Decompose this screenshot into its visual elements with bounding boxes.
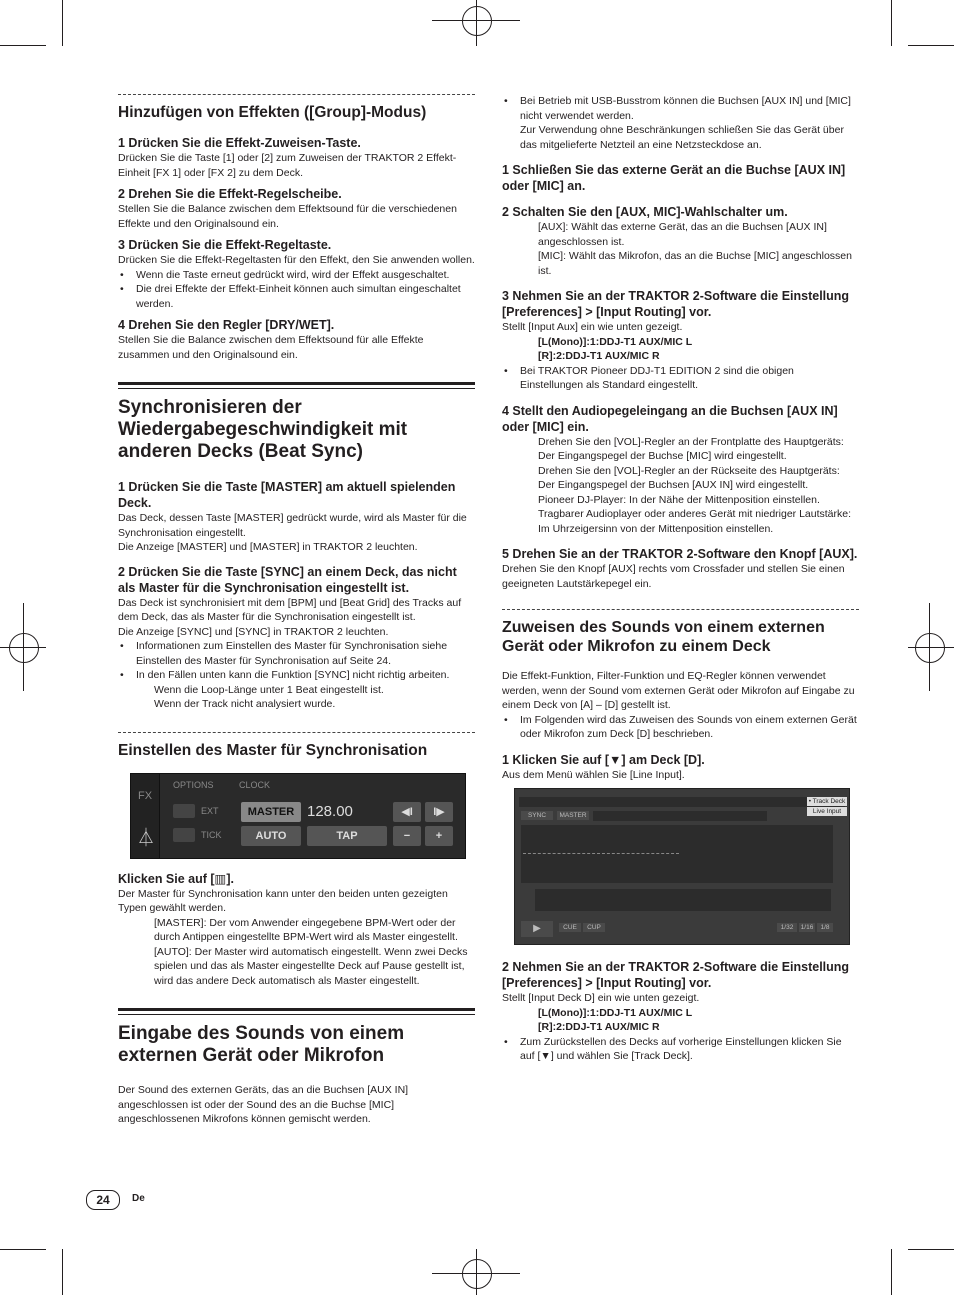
tick-toggle[interactable] <box>173 828 195 842</box>
step-heading: 1 Drücken Sie die Effekt-Zuweisen-Taste. <box>118 136 361 150</box>
crop-mark <box>891 1249 892 1295</box>
paragraph: Die Anzeige [MASTER] und [MASTER] in TRAKTOR 2 leuchten. <box>118 541 418 553</box>
indented-item: [R]:2:DDJ-T1 AUX/MIC R <box>538 1021 660 1033</box>
section-heading: Hinzufügen von Effekten ([Group]-Modus) <box>118 104 427 121</box>
step-heading: 1 Schließen Sie das externe Gerät an die Buchse [AUX IN] oder [MIC] an. <box>502 163 846 193</box>
step-heading: 5 Drehen Sie an der TRAKTOR 2-Software den Knopf [AUX]. <box>502 547 858 561</box>
section-heading: Einstellen des Master für Synchronisation <box>118 741 428 759</box>
auto-button[interactable]: AUTO <box>241 826 301 846</box>
play-icon[interactable]: ▶ <box>521 921 553 937</box>
ext-toggle[interactable] <box>173 804 195 818</box>
left-column <box>118 94 475 1127</box>
panel-sidebar <box>131 774 160 858</box>
paragraph: Zur Verwendung ohne Beschränkungen schließen Sie das Gerät über das mitgelieferte Netzteil an eine Netzsteckdose an. <box>520 124 844 151</box>
sync-button[interactable]: SYNC <box>521 811 553 820</box>
plus-button[interactable]: + <box>425 826 453 846</box>
bullet-item: • Im Folgenden wird das Zuweisen des Sounds von einem externen Gerät oder Mikrofon zum Deck [D] beschrieben. <box>502 713 859 742</box>
registration-mark <box>462 6 492 36</box>
menu-live-input[interactable]: Live Input <box>807 807 847 816</box>
step-heading: 2 Drehen Sie die Effekt-Regelscheibe. <box>118 187 342 201</box>
registration-mark <box>476 0 477 46</box>
stripe-area <box>535 889 831 911</box>
indented-item: Wenn die Loop-Länge unter 1 Beat eingestellt ist. <box>154 683 384 696</box>
paragraph: Aus dem Menü wählen Sie [Line Input]. <box>502 768 685 781</box>
paragraph: Stellt [Input Deck D] ein wie unten gezeigt. <box>502 992 700 1004</box>
paragraph: Drehen Sie den Knopf [AUX] rechts vom Crossfader und stellen Sie einen geeigneten Lautstärkepegel ein. <box>502 563 845 590</box>
paragraph: Stellt [Input Aux] ein wie unten gezeigt. <box>502 321 683 333</box>
indented-item: Drehen Sie den [VOL]-Regler an der Frontplatte des Hauptgeräts: Der Eingangspegel der Buchse [MIC] wird eingestellt. <box>538 435 844 462</box>
registration-mark <box>432 20 520 21</box>
crop-mark <box>62 1249 63 1295</box>
indented-item: Tragbarer Audioplayer oder anderes Gerät mit niedriger Lautstärke: Im Uhrzeigersinn von der Mittenposition einstellen. <box>538 508 852 535</box>
step-heading: 1 Klicken Sie auf [▼] am Deck [D]. <box>502 752 705 767</box>
tick-label: TICK <box>201 829 222 840</box>
ext-label: EXT <box>201 805 219 816</box>
indented-item: Pioneer DJ-Player: In der Nähe der Mittenposition einstellen. <box>538 493 820 506</box>
paragraph: Drücken Sie die Taste [1] oder [2] zum Zuweisen der TRAKTOR 2 Effekt-Einheit [FX 1] oder [FX 2] zu dem Deck. <box>118 152 457 179</box>
step-heading: 2 Drücken Sie die Taste [SYNC] an einem Deck, das nicht als Master für die Synchronisation eingestellt ist. <box>118 564 457 595</box>
right-column <box>502 94 859 1064</box>
registration-mark <box>462 1259 492 1289</box>
traktor-deck-screenshot <box>514 788 850 945</box>
chapter-heading: Synchronisieren der Wiedergabegeschwindigkeit mit anderen Decks (Beat Sync) <box>118 397 408 462</box>
tempo-down-button[interactable]: ◀I <box>393 802 421 822</box>
paragraph: Das Deck, dessen Taste [MASTER] gedrückt wurde, wird als Master für die Synchronisation eingestellt. <box>118 512 467 539</box>
crop-mark <box>0 1249 46 1250</box>
crop-mark <box>0 45 46 46</box>
indented-item: [L(Mono)]:1:DDJ-T1 AUX/MIC L <box>538 335 693 348</box>
chapter-heading: Eingabe des Sounds von einem externen Gerät oder Mikrofon <box>118 1023 405 1066</box>
step-heading: 1 Drücken Sie die Taste [MASTER] am aktuell spielenden Deck. <box>118 480 456 510</box>
paragraph: Das Deck ist synchronisiert mit dem [BPM] und [Beat Grid] des Tracks auf dem Deck, das als Master für die Synchronisation eingestellt ist. <box>118 596 462 623</box>
registration-mark <box>0 647 46 648</box>
paragraph: Die Anzeige [SYNC] und [SYNC] in TRAKTOR 2 leuchten. <box>118 625 389 638</box>
minus-button[interactable]: − <box>393 826 421 846</box>
paragraph: Der Sound des externen Geräts, das an die Buchsen [AUX IN] angeschlossen ist oder der Sound des an die Buchse [MIC] angeschlossenen Mikrofons können gemischt werden. <box>118 1084 409 1125</box>
crop-mark <box>62 0 63 46</box>
language-code: De <box>132 1193 145 1204</box>
section-heading: Zuweisen des Sounds von einem externen Gerät oder Mikrofon zu einem Deck <box>502 619 825 655</box>
step-heading: 2 Nehmen Sie an der TRAKTOR 2-Software die Einstellung [Preferences] > [Input Routing] vor. <box>502 960 850 990</box>
bullet-item: • Wenn die Taste erneut gedrückt wird, wird der Effekt ausgeschaltet. <box>118 268 475 283</box>
step-heading: 3 Drücken Sie die Effekt-Regeltaste. <box>118 238 332 252</box>
indented-item: [MIC]: Wählt das Mikrofon, das an die Buchse [MIC] angeschlossen ist. <box>538 250 852 277</box>
cup-button[interactable]: CUP <box>583 923 605 932</box>
indented-item: [AUTO]: Der Master wird automatisch eingestellt. Wenn zwei Decks spielen und das als Master eingestellte Deck auf Pause gestellt ist, wird das andere Deck automatisch als Master eingestellt. <box>154 945 468 987</box>
indented-item: [MASTER]: Der vom Anwender eingegebene BPM-Wert oder der durch Antippen eingestellte BPM-Wert wird als Master eingestellt. <box>154 916 458 943</box>
paragraph: Stellen Sie die Balance zwischen dem Effektsound für alle Effekte zusammen und den Originalsound ein. <box>118 334 424 361</box>
paragraph: Stellen Sie die Balance zwischen dem Effektsound für die verschiedenen Effekte und den Originalsound ein. <box>118 203 457 230</box>
step-heading: Klicken Sie auf [▥]. <box>118 871 235 886</box>
paragraph: Die Effekt-Funktion, Filter-Funktion und EQ-Regler können verwendet werden, wenn der Sound vom externen Gerät oder Mikrofon auf Eingabe zu einem Deck von [A] – [D] gestellt ist. <box>502 670 855 711</box>
registration-mark <box>9 633 39 663</box>
loop-size-1-32[interactable]: 1/32 <box>777 923 797 932</box>
step-heading: 3 Nehmen Sie an der TRAKTOR 2-Software die Einstellung [Preferences] > [Input Routing] vor. <box>502 289 850 319</box>
tap-button[interactable]: TAP <box>307 826 387 846</box>
section-divider <box>118 732 475 733</box>
deck-info-bar <box>593 811 767 821</box>
crop-mark <box>908 1249 954 1250</box>
paragraph: Drücken Sie die Effekt-Regeltasten für den Effekt, den Sie anwenden wollen. <box>118 254 475 266</box>
registration-mark <box>432 1273 520 1274</box>
bpm-display[interactable]: 128.00 <box>307 802 353 820</box>
bullet-item: • Bei TRAKTOR Pioneer DDJ-T1 EDITION 2 sind die obigen Einstellungen als Standard eingestellt. <box>502 364 859 393</box>
loop-size-1-16[interactable]: 1/16 <box>800 924 814 931</box>
options-label: OPTIONS <box>173 779 214 790</box>
step-heading: 4 Stellt den Audiopegeleingang an die Buchsen [AUX IN] oder [MIC] ein. <box>502 403 838 434</box>
clock-label: CLOCK <box>239 779 271 790</box>
fx-label: FX <box>138 789 153 802</box>
crop-mark <box>891 0 892 46</box>
cue-button[interactable]: CUE <box>559 923 581 932</box>
loop-size-1-8[interactable]: 1/8 <box>817 923 833 932</box>
registration-mark <box>908 647 954 648</box>
page-number: 24 <box>86 1190 120 1210</box>
menu-track-deck[interactable]: • Track Deck <box>808 798 846 805</box>
tempo-up-button[interactable]: I▶ <box>425 802 453 822</box>
paragraph: Der Master für Synchronisation kann unter den beiden unten gezeigten Typen gewählt werden. <box>118 887 448 914</box>
indented-item: Wenn der Track nicht analysiert wurde. <box>154 698 336 710</box>
registration-mark <box>476 1249 477 1295</box>
indented-item: Drehen Sie den [VOL]-Regler an der Rückseite des Hauptgeräts: Der Eingangspegel der Buchsen [AUX IN] wird eingestellt. <box>538 464 840 491</box>
bullet-item: • Die drei Effekte der Effekt-Einheit können auch simultan eingeschaltet werden. <box>118 282 475 311</box>
bullet-item: • In den Fällen unten kann die Funktion [SYNC] nicht richtig arbeiten. <box>118 668 475 683</box>
indented-item: [AUX]: Wählt das externe Gerät, das an die Buchsen [AUX IN] angeschlossen ist. <box>538 221 827 248</box>
step-heading: 4 Drehen Sie den Regler [DRY/WET]. <box>118 318 335 332</box>
chapter-rule <box>118 382 475 463</box>
section-divider <box>118 94 475 95</box>
step-heading: 2 Schalten Sie den [AUX, MIC]-Wahlschalter um. <box>502 205 788 219</box>
indented-item: [R]:2:DDJ-T1 AUX/MIC R <box>538 350 660 362</box>
master-button[interactable]: MASTER <box>241 802 301 822</box>
bullet-item: • Zum Zurückstellen des Decks auf vorherige Einstellungen klicken Sie auf [▼] und wählen Sie [Track Deck]. <box>502 1035 859 1064</box>
bullet-item: • Bei Betrieb mit USB-Busstrom können die Buchsen [AUX IN] und [MIC] nicht verwendet werden. <box>502 94 859 123</box>
deck-header <box>519 797 845 807</box>
crop-mark <box>908 45 954 46</box>
metronome-icon[interactable]: ⏃ <box>137 827 155 848</box>
registration-mark <box>915 633 945 663</box>
sync-panel-screenshot <box>130 773 466 859</box>
waveform-line <box>523 853 679 855</box>
indented-item: [L(Mono)]:1:DDJ-T1 AUX/MIC L <box>538 1006 693 1019</box>
bullet-item: • Informationen zum Einstellen des Master für Synchronisation siehe Einstellen des Master für Synchronisation auf Seite 24. <box>118 639 475 668</box>
section-divider <box>502 609 859 610</box>
chapter-rule <box>118 1008 475 1067</box>
master-button[interactable]: MASTER <box>557 811 589 820</box>
